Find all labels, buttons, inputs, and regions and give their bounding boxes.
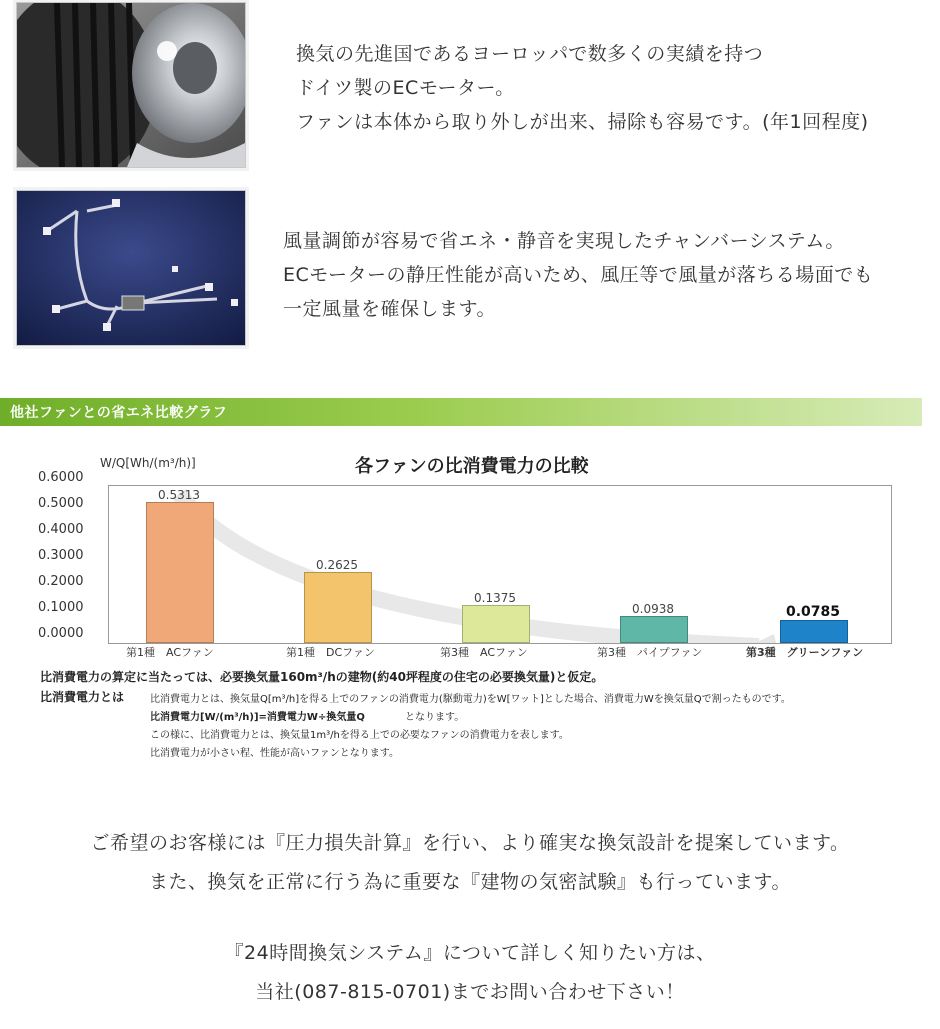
- note-assumption: 比消費電力の算定に当たっては、必要換気量160m³/hの建物(約40坪程度の住宅の必要換気量)と仮定。: [40, 670, 604, 684]
- note-performance: 比消費電力が小さい程、性能が高いファンとなります。: [150, 748, 399, 759]
- chart-bar: [462, 605, 530, 643]
- note-formula: 比消費電力[W/(m³/h)]=消費電力W÷換気量Q: [150, 712, 365, 723]
- desc-line: 換気の先進国であるヨーロッパで数多くの実績を持つ: [296, 43, 764, 65]
- category-label-highlight: 第3種 グリーンファン: [746, 646, 864, 659]
- bar-value-label: 0.5313: [158, 488, 200, 502]
- desc-line: 一定風量を確保します。: [283, 298, 496, 320]
- chart-bar: [146, 502, 214, 643]
- desc-line: 風量調節が容易で省エネ・静音を実現したチャンバーシステム。: [283, 230, 845, 252]
- ec-motor-description: [296, 37, 869, 139]
- y-axis-label: W/Q[Wh/(m³/h)]: [100, 456, 196, 470]
- category-label: 第1種 DCファン: [286, 646, 375, 659]
- energy-comparison-chart: [0, 440, 922, 800]
- note-formula-suffix: となります。: [405, 712, 465, 723]
- y-tick-label: 0.3000: [38, 548, 84, 563]
- footer-line-2: また、換気を正常に行う為に重要な『建物の気密試験』も行っています。: [149, 871, 791, 893]
- chart-bar: [304, 572, 372, 643]
- category-label: 第1種 ACファン: [126, 646, 214, 659]
- section-title: 他社ファンとの省エネ比較グラフ: [10, 405, 228, 421]
- section-header: [0, 398, 922, 426]
- note-definition-label: 比消費電力とは: [40, 690, 125, 704]
- bar-value-label: 0.2625: [316, 558, 358, 572]
- y-tick-label: 0.1000: [38, 600, 84, 615]
- y-tick-label: 0.0000: [38, 626, 84, 641]
- note-explanation: この様に、比消費電力とは、換気量1m³/hを得る上での必要なファンの消費電力を表します。: [150, 730, 569, 741]
- desc-line: ファンは本体から取り外しが出来、掃除も容易です。(年1回程度): [296, 111, 869, 133]
- bar-value-label: 0.0938: [632, 602, 674, 616]
- y-tick-label: 0.2000: [38, 574, 84, 589]
- desc-line: ドイツ製のECモーター。: [296, 77, 515, 99]
- chart-title: 各ファンの比消費電力の比較: [355, 456, 589, 477]
- footer-line-1: ご希望のお客様には『圧力損失計算』を行い、より確実な換気設計を提案しています。: [90, 832, 850, 854]
- chart-bar: [620, 616, 688, 643]
- y-tick-label: 0.6000: [38, 470, 84, 485]
- chamber-system-image: [16, 190, 246, 346]
- y-tick-label: 0.4000: [38, 522, 84, 537]
- ec-motor-photo: [16, 2, 246, 168]
- desc-line: ECモーターの静圧性能が高いため、風圧等で風量が落ちる場面でも: [283, 264, 874, 286]
- category-label: 第3種 パイプファン: [597, 646, 703, 659]
- y-tick-label: 0.5000: [38, 496, 84, 511]
- bar-value-label: 0.0785: [785, 604, 841, 620]
- chart-bar: [780, 620, 848, 643]
- plot-area: [108, 485, 892, 644]
- bar-value-label: 0.1375: [474, 591, 516, 605]
- category-label: 第3種 ACファン: [440, 646, 528, 659]
- chamber-system-description: [283, 224, 873, 326]
- footer-line-4: 当社(087-815-0701)までお問い合わせ下さい！: [255, 981, 685, 1003]
- footer-line-3: 『24時間換気システム』について詳しく知りたい方は、: [224, 942, 716, 964]
- note-definition: 比消費電力とは、換気量Q[m³/h]を得る上でのファンの消費電力(駆動電力)をW[ワット]とした場合、消費電力Wを換気量Qで割ったものです。: [150, 694, 791, 705]
